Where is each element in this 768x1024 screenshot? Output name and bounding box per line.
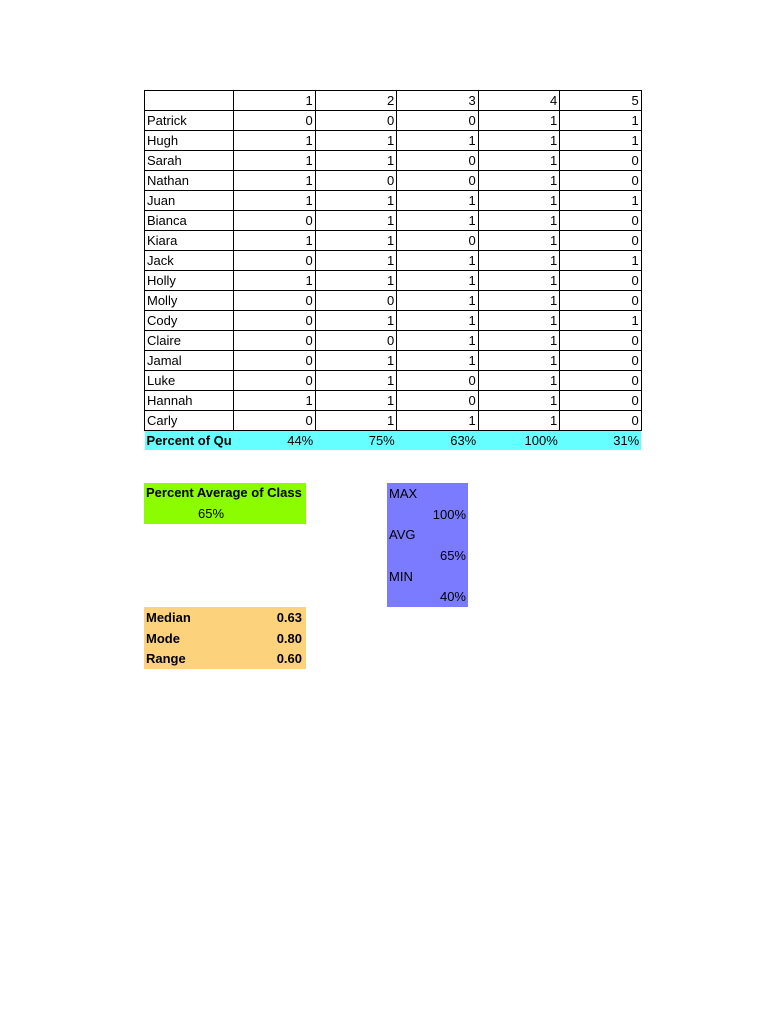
quiz-results-table [144, 90, 642, 450]
table-row [145, 271, 642, 291]
score-cell: 1 [560, 131, 642, 151]
score-cell: 1 [478, 131, 560, 151]
header-cell-question-5: 5 [560, 91, 642, 111]
score-cell: 0 [397, 151, 479, 171]
percent-row [145, 431, 642, 451]
percent-cell: 44% [234, 431, 316, 451]
mode-label: Mode [146, 630, 180, 646]
percent-cell: 63% [397, 431, 479, 451]
score-cell: 1 [315, 411, 397, 431]
min-label: MIN [389, 569, 413, 584]
header-cell-question-1: 1 [234, 91, 316, 111]
header-cell-question-4: 4 [478, 91, 560, 111]
score-cell: 1 [315, 151, 397, 171]
score-cell: 1 [478, 331, 560, 351]
score-cell: 1 [315, 251, 397, 271]
score-cell: 0 [315, 111, 397, 131]
range-label: Range [146, 651, 186, 667]
score-cell: 1 [315, 311, 397, 331]
header-row [145, 91, 642, 111]
score-cell: 1 [315, 131, 397, 151]
score-cell: 1 [397, 311, 479, 331]
student-name-cell: Nathan [145, 171, 234, 191]
range-value: 0.60 [276, 651, 302, 667]
score-cell: 0 [234, 331, 316, 351]
score-cell: 0 [560, 291, 642, 311]
score-cell: 1 [478, 311, 560, 331]
score-cell: 0 [234, 111, 316, 131]
score-cell: 1 [397, 271, 479, 291]
header-cell-question-3: 3 [397, 91, 479, 111]
score-cell: 1 [397, 211, 479, 231]
score-cell: 0 [560, 151, 642, 171]
score-cell: 1 [478, 291, 560, 311]
max-value: 100% [432, 507, 466, 522]
score-cell: 1 [478, 111, 560, 131]
avg-label: AVG [389, 527, 416, 542]
score-cell: 1 [315, 371, 397, 391]
student-name-cell: Juan [145, 191, 234, 211]
stats-row-median [144, 607, 306, 628]
score-cell: 0 [315, 291, 397, 311]
table-row [145, 371, 642, 391]
score-cell: 1 [234, 151, 316, 171]
score-cell: 1 [397, 251, 479, 271]
student-name-cell: Hugh [145, 131, 234, 151]
table-row [145, 111, 642, 131]
min-value: 40% [439, 589, 466, 604]
stats-row-mode [144, 628, 306, 649]
score-cell: 0 [234, 251, 316, 271]
student-name-cell: Cody [145, 311, 234, 331]
median-value: 0.63 [276, 610, 302, 625]
score-cell: 1 [478, 411, 560, 431]
table-row [145, 211, 642, 231]
score-cell: 1 [315, 211, 397, 231]
header-cell-question-2: 2 [315, 91, 397, 111]
table-row [145, 391, 642, 411]
score-cell: 1 [315, 271, 397, 291]
score-cell: 0 [560, 171, 642, 191]
score-cell: 1 [560, 311, 642, 331]
header-cell-blank [145, 91, 234, 111]
student-name-cell: Carly [145, 411, 234, 431]
score-cell: 1 [478, 151, 560, 171]
score-cell: 1 [315, 231, 397, 251]
score-cell: 0 [234, 371, 316, 391]
table-row [145, 351, 642, 371]
score-cell: 0 [315, 171, 397, 191]
score-cell: 1 [478, 351, 560, 371]
score-cell: 1 [478, 251, 560, 271]
class-average-title: Percent Average of Class [146, 485, 302, 500]
score-cell: 0 [560, 211, 642, 231]
score-cell: 0 [397, 391, 479, 411]
mode-value: 0.80 [276, 630, 302, 646]
score-cell: 0 [560, 231, 642, 251]
student-name-cell: Luke [145, 371, 234, 391]
stats-box [144, 607, 306, 669]
score-cell: 0 [397, 371, 479, 391]
student-name-cell: Molly [145, 291, 234, 311]
score-cell: 1 [560, 191, 642, 211]
student-name-cell: Jamal [145, 351, 234, 371]
score-cell: 1 [234, 191, 316, 211]
score-cell: 0 [234, 311, 316, 331]
percent-cell: 75% [315, 431, 397, 451]
score-cell: 1 [234, 131, 316, 151]
score-cell: 0 [560, 391, 642, 411]
score-cell: 1 [478, 171, 560, 191]
student-name-cell: Claire [145, 331, 234, 351]
score-cell: 1 [397, 351, 479, 371]
score-cell: 1 [234, 231, 316, 251]
table-row [145, 251, 642, 271]
student-name-cell: Holly [145, 271, 234, 291]
score-cell: 1 [478, 211, 560, 231]
percent-row-label: Percent of Qu [145, 431, 234, 451]
score-cell: 0 [560, 351, 642, 371]
score-cell: 0 [234, 211, 316, 231]
score-cell: 0 [234, 411, 316, 431]
score-cell: 1 [315, 191, 397, 211]
score-cell: 0 [397, 231, 479, 251]
percent-cell: 31% [560, 431, 642, 451]
table-row [145, 191, 642, 211]
table-row [145, 331, 642, 351]
score-cell: 0 [234, 291, 316, 311]
score-cell: 0 [560, 331, 642, 351]
table-row [145, 151, 642, 171]
score-cell: 1 [397, 411, 479, 431]
score-cell: 0 [397, 171, 479, 191]
score-cell: 1 [234, 271, 316, 291]
score-cell: 1 [234, 171, 316, 191]
score-cell: 0 [560, 271, 642, 291]
score-cell: 0 [560, 371, 642, 391]
score-cell: 0 [397, 111, 479, 131]
score-cell: 1 [478, 371, 560, 391]
student-name-cell: Sarah [145, 151, 234, 171]
score-cell: 1 [234, 391, 316, 411]
table-row [145, 131, 642, 151]
table-row [145, 291, 642, 311]
score-cell: 1 [560, 251, 642, 271]
table-row [145, 171, 642, 191]
percent-cell: 100% [478, 431, 560, 451]
max-label: MAX [389, 486, 418, 501]
avg-value: 65% [439, 548, 466, 563]
table-row [145, 311, 642, 331]
class-average-value: 65% [198, 506, 225, 521]
score-cell: 1 [478, 231, 560, 251]
summary-box [387, 483, 468, 607]
score-cell: 1 [315, 351, 397, 371]
score-cell: 1 [478, 391, 560, 411]
table-row [145, 411, 642, 431]
student-name-cell: Patrick [145, 111, 234, 131]
score-cell: 1 [478, 271, 560, 291]
student-name-cell: Jack [145, 251, 234, 271]
score-cell: 1 [478, 191, 560, 211]
score-cell: 0 [560, 411, 642, 431]
score-cell: 1 [397, 331, 479, 351]
score-cell: 1 [560, 111, 642, 131]
student-name-cell: Hannah [145, 391, 234, 411]
student-name-cell: Kiara [145, 231, 234, 251]
score-cell: 0 [234, 351, 316, 371]
class-average-box [144, 483, 306, 524]
table-row [145, 231, 642, 251]
score-cell: 1 [315, 391, 397, 411]
stats-row-range [144, 648, 306, 669]
score-cell: 0 [315, 331, 397, 351]
median-label: Median [146, 610, 191, 625]
student-name-cell: Bianca [145, 211, 234, 231]
score-cell: 1 [397, 291, 479, 311]
score-cell: 1 [397, 131, 479, 151]
score-cell: 1 [397, 191, 479, 211]
